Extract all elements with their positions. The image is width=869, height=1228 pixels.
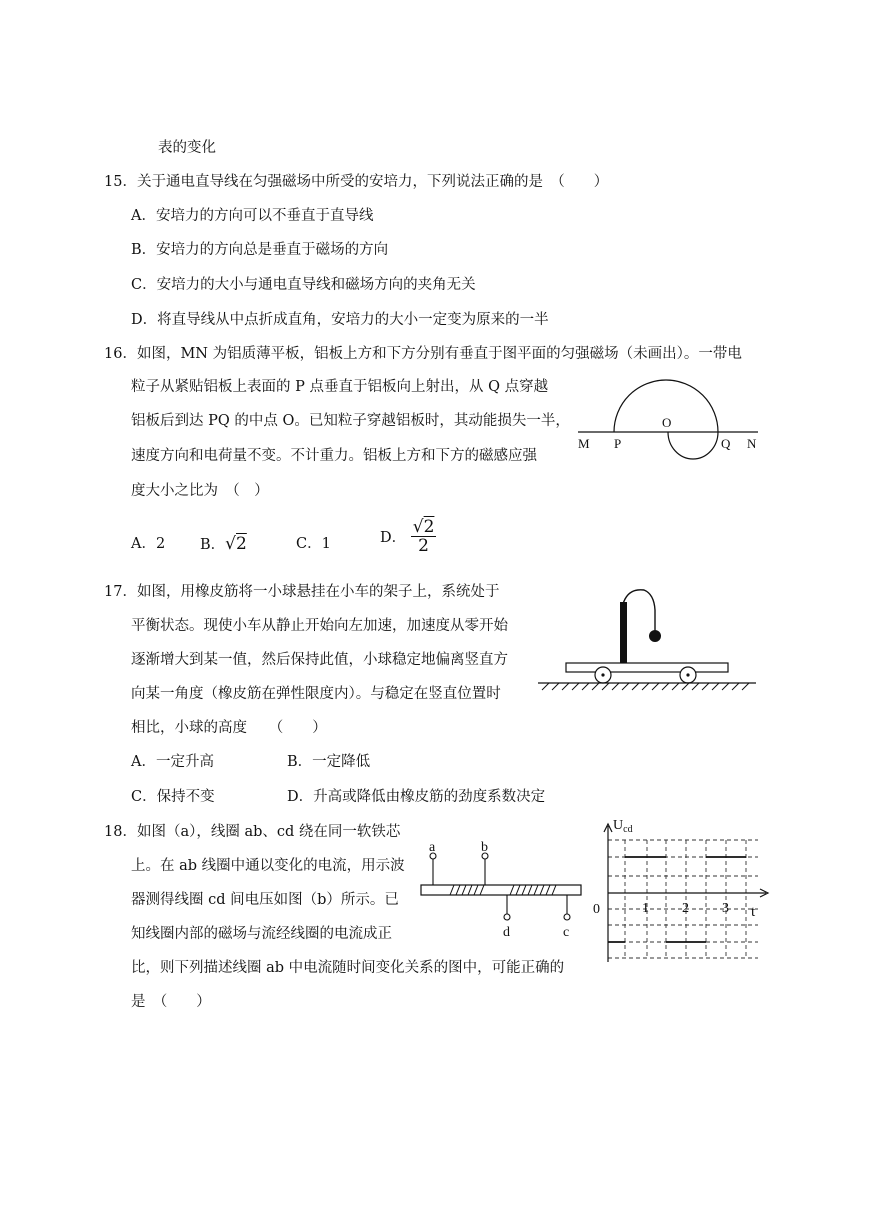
q18-line-3: 器测得线圈 cd 间电压如图（b）所示。已 xyxy=(131,892,399,908)
q17-line-3: 逐渐增大到某一值，然后保持此值，小球稳定地偏离竖直方 xyxy=(131,652,508,668)
label-a: a xyxy=(429,840,436,855)
tick-0: 0 xyxy=(593,902,600,917)
q18-line-1: 18．如图（a），线圈 ab、cd 绕在同一软铁芯 xyxy=(104,824,401,840)
label-m: M xyxy=(578,436,590,451)
continuation-text: 表的变化 xyxy=(158,140,216,156)
q17-cart-figure xyxy=(536,584,758,694)
iron-core xyxy=(421,885,581,895)
q16-option-b xyxy=(200,534,247,555)
tick-1: 1 xyxy=(642,901,649,916)
q15-stem: 15．关于通电直导线在匀强磁场中所受的安培力，下列说法正确的是 （ ） xyxy=(104,174,609,190)
label-d: d xyxy=(503,925,510,940)
q15-option-c: C．安培力的大小与通电直导线和磁场方向的夹角无关 xyxy=(131,277,476,293)
q17-option-c: C．保持不变 xyxy=(131,789,215,805)
frame-post xyxy=(620,602,627,664)
sqrt-radicand: 2 xyxy=(423,517,435,537)
label-b: b xyxy=(481,840,488,855)
q16-line-2: 粒子从紧贴铝板上表面的 P 点垂直于铝板向上射出，从 Q 点穿越 xyxy=(131,379,549,395)
terminal-d xyxy=(504,914,510,920)
q16-option-c: C．1 xyxy=(296,536,331,552)
label-q: Q xyxy=(721,436,731,451)
q15-option-a: A．安培力的方向可以不垂直于直导线 xyxy=(131,208,374,224)
sqrt-radicand: 2 xyxy=(236,534,247,554)
q17-option-a: A．一定升高 xyxy=(131,754,214,770)
label-c: c xyxy=(563,925,570,940)
wheel-axle-right xyxy=(686,673,689,676)
fraction-denominator: 2 xyxy=(418,536,429,556)
q17-line-4: 向某一角度（橡皮筋在弹性限度内）。与稳定在竖直位置时 xyxy=(131,686,501,702)
label-p: P xyxy=(614,436,622,451)
q16-option-d xyxy=(380,518,436,555)
q17-option-d: D．升高或降低由橡皮筋的劲度系数决定 xyxy=(287,789,546,805)
wheel-axle-left xyxy=(601,673,604,676)
tick-3: 3 xyxy=(722,901,729,916)
q18-line-4: 知线圈内部的磁场与流经线圈的电流成正 xyxy=(131,926,392,942)
tick-2: 2 xyxy=(682,901,689,916)
q15-option-d: D．将直导线从中点折成直角，安培力的大小一定变为原来的一半 xyxy=(131,312,549,328)
voltage-waveform xyxy=(608,857,746,942)
q16-option-b-prefix: B． xyxy=(200,537,226,553)
q18-voltage-graph xyxy=(590,812,770,964)
ground-hatching xyxy=(542,683,749,690)
q16-trajectory-figure xyxy=(574,378,764,466)
q16-option-a: A．2 xyxy=(131,536,166,552)
axis-label-u: $U_{cd}$ xyxy=(613,818,633,835)
q18-line-6: 是 （ ） xyxy=(131,994,211,1010)
label-o: O xyxy=(662,415,672,430)
ball xyxy=(649,630,661,642)
q16-line-5: 度大小之比为 （ ） xyxy=(131,483,269,499)
q16-option-d-prefix: D． xyxy=(380,530,407,546)
fraction-numerator xyxy=(411,518,437,537)
q16-option-b-sqrt xyxy=(225,534,247,554)
label-n: N xyxy=(747,436,757,451)
q17-line-2: 平衡状态。现使小车从静止开始向左加速，加速度从零开始 xyxy=(131,618,508,634)
q16-option-d-fraction xyxy=(411,518,437,555)
q17-option-b: B．一定降低 xyxy=(287,754,371,770)
q17-line-1: 17．如图，用橡皮筋将一小球悬挂在小车的架子上，系统处于 xyxy=(104,584,500,600)
rubber-band-path xyxy=(623,590,655,630)
q18-line-2: 上。在 ab 线圈中通以变化的电流，用示波 xyxy=(131,858,405,874)
q16-line-1: 16．如图，MN 为铝质薄平板，铝板上方和下方分别有垂直于图平面的匀强磁场（未画出）。一带电 xyxy=(104,346,742,362)
lower-arc-path xyxy=(668,432,718,459)
q18-coil-figure xyxy=(418,838,584,942)
q15-option-b: B．安培力的方向总是垂直于磁场的方向 xyxy=(131,242,389,258)
sqrt-symbol: √ xyxy=(412,517,424,537)
cart-body xyxy=(566,663,728,672)
terminal-c xyxy=(564,914,570,920)
q16-line-3: 铝板后到达 PQ 的中点 O。已知粒子穿越铝板时，其动能损失一半， xyxy=(131,413,570,429)
q17-line-5: 相比，小球的高度 （ ） xyxy=(131,720,327,736)
q16-line-4: 速度方向和电荷量不变。不计重力。铝板上方和下方的磁感应强 xyxy=(131,448,537,464)
sqrt-symbol: √ xyxy=(225,534,236,554)
q18-line-5: 比，则下列描述线圈 ab 中电流随时间变化关系的图中，可能正确的 xyxy=(131,960,565,976)
axis-label-t: t xyxy=(751,904,756,920)
